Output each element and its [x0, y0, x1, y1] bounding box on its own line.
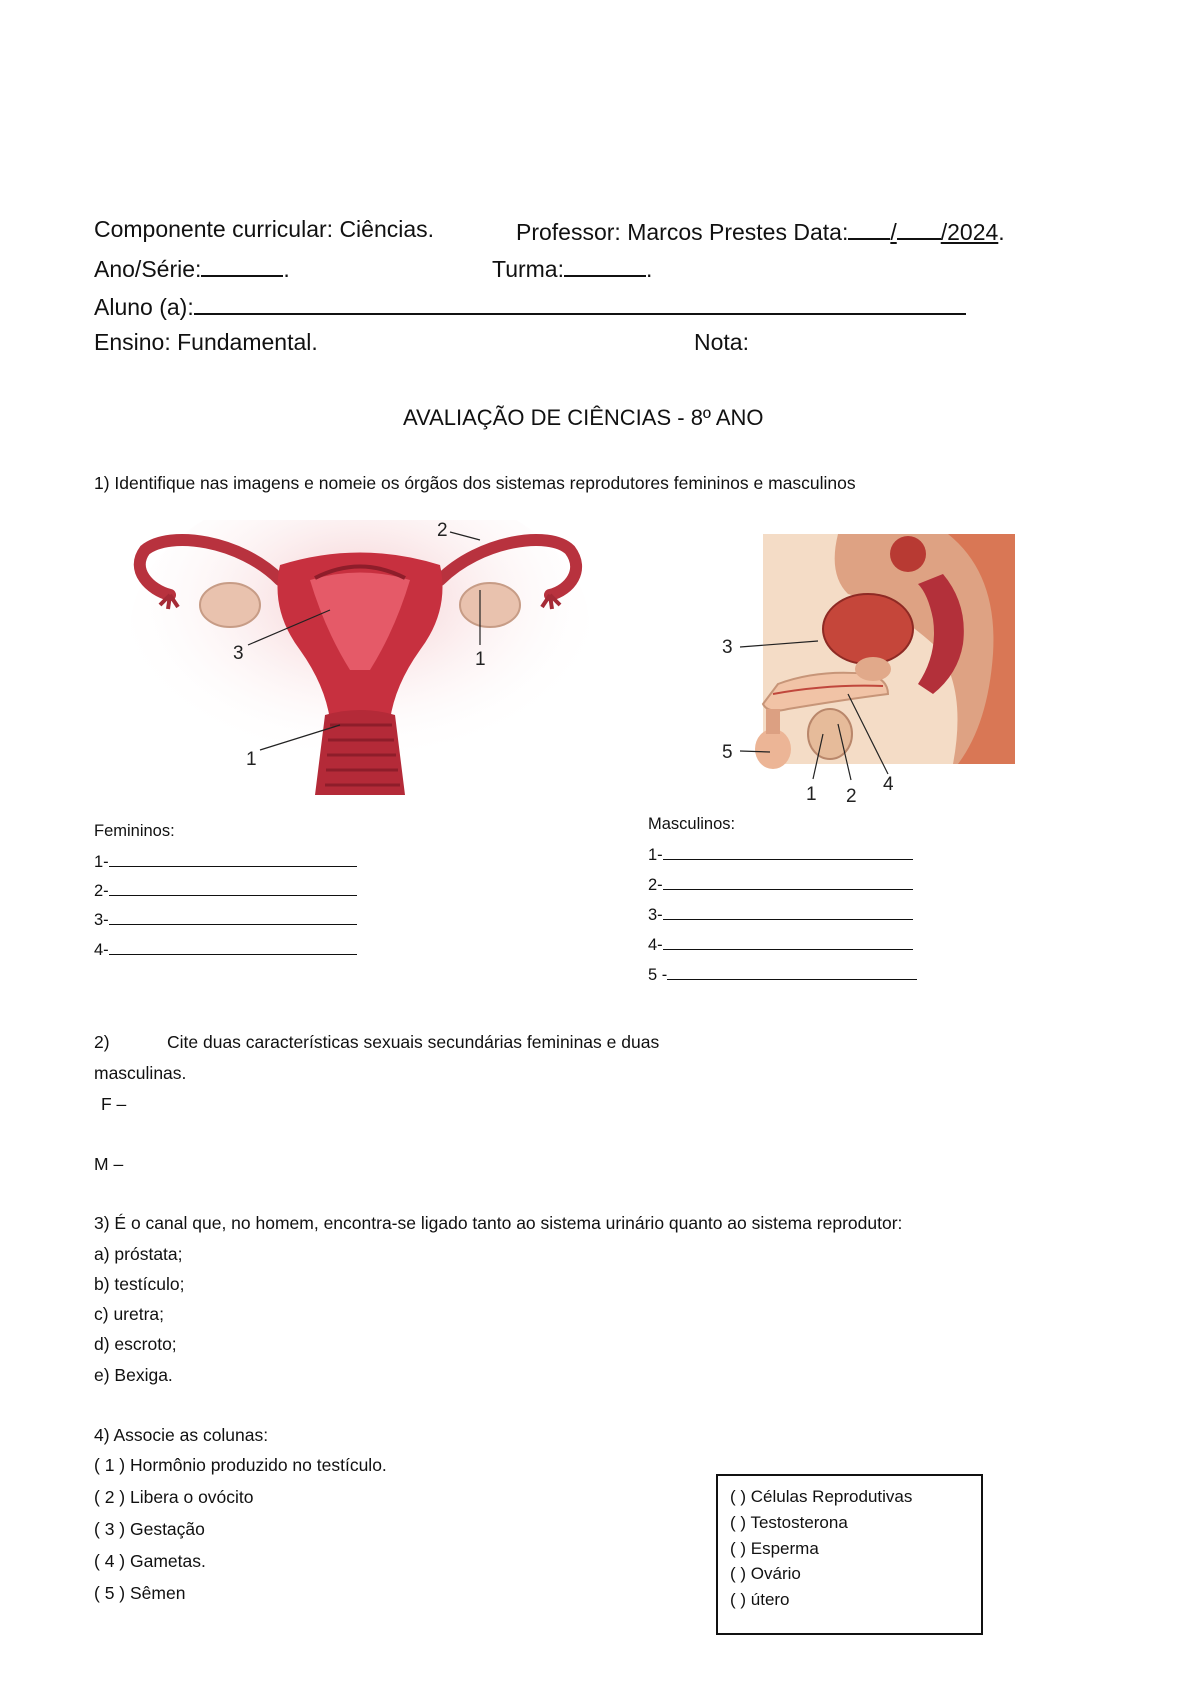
date-end: . — [998, 219, 1005, 245]
q2-text-continued: masculinas. — [94, 1063, 187, 1083]
ano-end: . — [283, 256, 290, 282]
q4-right-column-box — [716, 1474, 983, 1635]
q2-f-answer: F – — [101, 1094, 127, 1114]
femininos-blank-4[interactable] — [109, 940, 357, 955]
header-professor: Professor: Marcos Prestes Data: — [516, 219, 849, 245]
q3-option-d[interactable]: d) escroto; — [94, 1334, 177, 1354]
masculinos-item-3: 3- — [648, 905, 913, 925]
female-label-3: 3 — [233, 643, 244, 664]
femininos-label: Femininos: — [94, 822, 175, 840]
masculinos-blank-5[interactable] — [667, 965, 917, 980]
male-label-1: 1 — [806, 784, 817, 805]
header-ensino: Ensino: Fundamental. — [94, 329, 318, 355]
male-reproductive-figure — [718, 534, 1020, 806]
masculinos-label: Masculinos: — [648, 815, 736, 833]
q3-option-e[interactable]: e) Bexiga. — [94, 1365, 173, 1385]
q1-text: 1) Identifique nas imagens e nomeie os órgãos dos sistemas reprodutores femininos e masculinos — [94, 473, 856, 493]
male-label-4: 4 — [883, 774, 894, 795]
ano-serie-blank[interactable] — [201, 253, 283, 277]
masculinos-blank-4[interactable] — [663, 935, 913, 950]
q4-left-5: ( 5 ) Sêmen — [94, 1583, 186, 1603]
q4-left-2: ( 2 ) Libera o ovócito — [94, 1487, 254, 1507]
header-professor-date — [516, 216, 1005, 246]
q3-option-b[interactable]: b) testículo; — [94, 1274, 185, 1294]
header-nota: Nota: — [694, 329, 749, 355]
female-label-1a: 1 — [475, 649, 486, 670]
masculinos-blank-1[interactable] — [663, 845, 913, 860]
date-day-blank[interactable] — [848, 216, 890, 240]
q4-right-4[interactable]: ( ) Ovário — [730, 1564, 801, 1583]
masculinos-item-1: 1- — [648, 845, 913, 865]
q4-left-4: ( 4 ) Gametas. — [94, 1551, 206, 1571]
masculinos-blank-2[interactable] — [663, 875, 913, 890]
q4-text: 4) Associe as colunas: — [94, 1425, 269, 1445]
masculinos-item-5: 5 - — [648, 965, 917, 985]
femininos-blank-2[interactable] — [109, 881, 357, 896]
turma-blank[interactable] — [564, 253, 646, 277]
femininos-item-4: 4- — [94, 940, 357, 960]
header-componente: Componente curricular: Ciências. — [94, 216, 435, 242]
date-month-blank[interactable] — [897, 216, 941, 240]
q4-left-3: ( 3 ) Gestação — [94, 1519, 205, 1539]
masculinos-item-2: 2- — [648, 875, 913, 895]
page-title: AVALIAÇÃO DE CIÊNCIAS - 8º ANO — [403, 405, 764, 430]
male-label-2: 2 — [846, 786, 857, 806]
q3-text: 3) É o canal que, no homem, encontra-se ligado tanto ao sistema urinário quanto ao sistema reprodutor: — [94, 1213, 903, 1233]
masculinos-item-4: 4- — [648, 935, 913, 955]
header-turma: Turma: — [492, 256, 564, 282]
q4-left-1: ( 1 ) Hormônio produzido no testículo. — [94, 1455, 387, 1475]
female-label-2: 2 — [437, 520, 448, 541]
femininos-blank-1[interactable] — [109, 852, 357, 867]
q4-right-2[interactable]: ( ) Testosterona — [730, 1513, 848, 1532]
turma-end: . — [646, 256, 653, 282]
q4-right-1[interactable]: ( ) Células Reprodutivas — [730, 1487, 913, 1506]
femininos-item-2: 2- — [94, 881, 357, 901]
male-label-3: 3 — [722, 637, 733, 658]
femininos-item-1: 1- — [94, 852, 357, 872]
date-year: /2024 — [940, 219, 999, 245]
male-label-5: 5 — [722, 742, 733, 763]
q3-option-c[interactable]: c) uretra; — [94, 1304, 165, 1324]
q2-m-answer: M – — [94, 1154, 124, 1174]
date-separator: / — [890, 219, 897, 245]
femininos-item-3: 3- — [94, 910, 357, 930]
header-ano-serie: Ano/Série: — [94, 256, 202, 282]
q4-right-3[interactable]: ( ) Esperma — [730, 1539, 819, 1558]
q3-option-a[interactable]: a) próstata; — [94, 1244, 183, 1264]
header-ano-serie-row — [94, 253, 290, 283]
header-turma-row — [492, 253, 652, 283]
q2-text: Cite duas características sexuais secundárias femininas e duas — [167, 1032, 660, 1052]
q4-right-5[interactable]: ( ) útero — [730, 1590, 790, 1609]
femininos-blank-3[interactable] — [109, 910, 357, 925]
header-aluno: Aluno (a): — [94, 294, 194, 320]
q2-number: 2) — [94, 1032, 110, 1052]
female-label-1b: 1 — [246, 749, 257, 770]
female-reproductive-figure — [130, 520, 590, 800]
aluno-blank[interactable] — [194, 291, 966, 315]
header-aluno-row — [94, 291, 966, 321]
masculinos-blank-3[interactable] — [663, 905, 913, 920]
